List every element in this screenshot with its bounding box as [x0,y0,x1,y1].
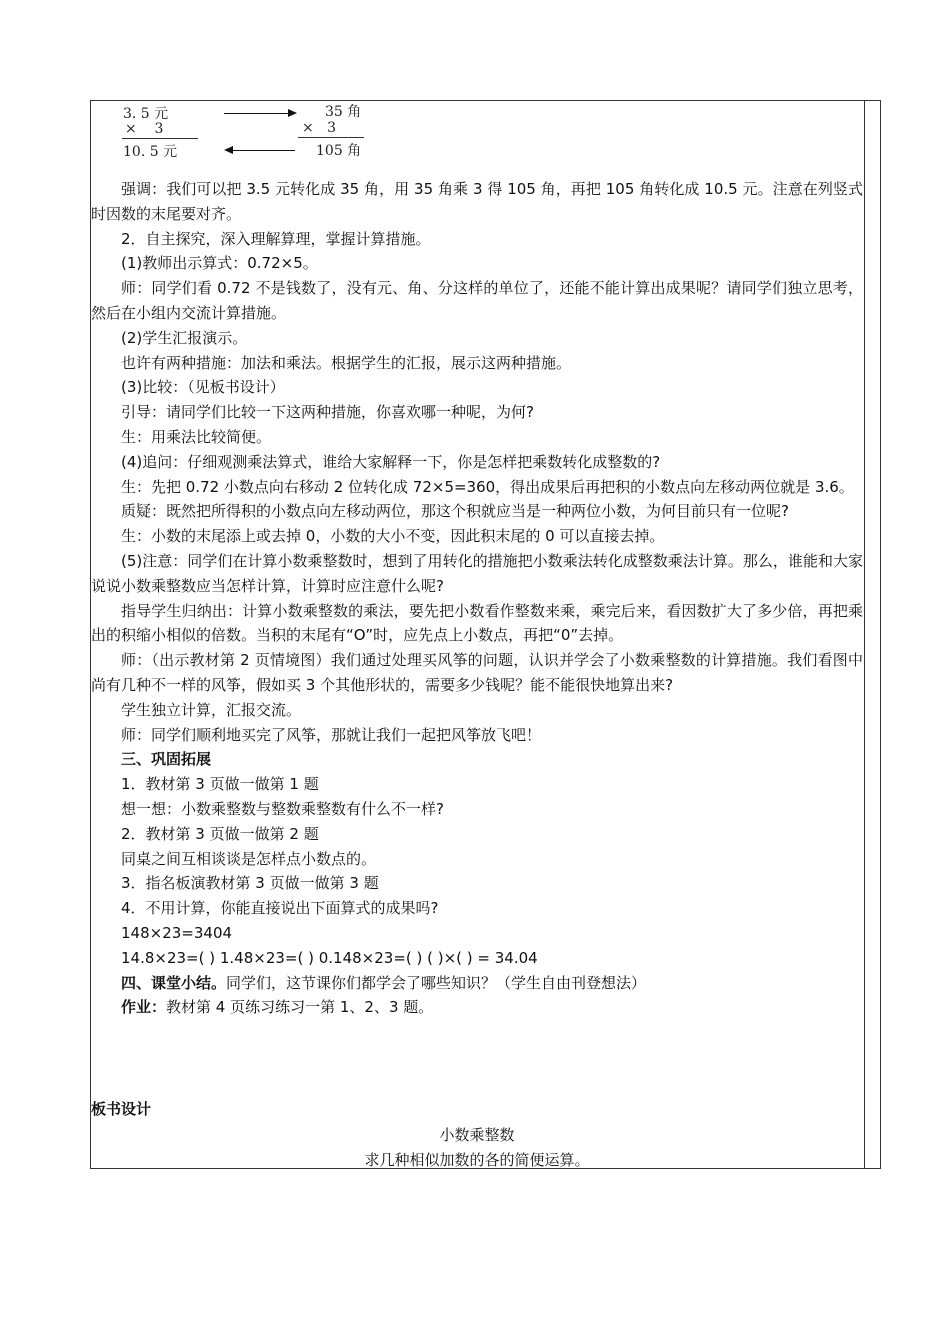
paragraph: 学生独立计算，汇报交流。 [121,700,302,719]
paragraph: 148×23=3404 [121,923,233,942]
paragraph: 3．指名板演教材第 3 页做一做第 3 题 [121,874,379,893]
calc-right-top: 35 角 [325,104,362,120]
paragraph: 引导：请同学们比较一下这两种措施，你喜欢哪一种呢，为何? [121,403,534,422]
paragraph: (3)比较：（见板书设计） [121,378,285,397]
paragraph [91,995,863,1020]
calc-left-top: 3. 5 元 [123,106,169,122]
arrow-right-line [224,113,288,114]
board-heading: 板书设计 [91,1100,152,1118]
paragraph-text: 教材第 4 页练习练习一第 1、2、3 题。 [166,998,434,1017]
paragraph: 师：同学们顺利地买完了风筝，那就让我们一起把风筝放飞吧！ [121,725,542,744]
paragraph: 师：同学们看 0.72 不是钱数了，没有元、角、分这样的单位了，还能不能计算出成果呢？请同学们独立思考，然后在小组内交流计算措施。 [91,279,863,322]
paragraph: 指导学生归纳出：计算小数乘整数的乘法，要先把小数看作整数来乘，乘完后来，看因数扩大了多少倍，再把乘出的积缩小相似的倍数。当积的末尾有“O”时，应先点上小数点，再把“0”去掉。 [91,601,863,645]
paragraph-lead: 四、课堂小结。 [121,973,227,992]
paragraph: 生：先把 0.72 小数点向右移动 2 位转化成 72×5=360，得出成果后再把积的小数点向左移动两位就是 3.6。 [121,477,854,496]
lesson-body [91,177,863,1020]
paragraph: 生：用乘法比较简便。 [121,427,272,446]
paragraph [91,971,863,996]
paragraph: 4．不用计算，你能直接说出下面算式的成果吗? [121,899,439,918]
board-title: 小数乘整数 [439,1126,515,1144]
paragraph-text: 同学们，这节课你们都学会了哪些知识？（学生自由刊登想法） [226,973,647,992]
paragraph: 师：（出示教材第 2 页情境图）我们通过处理买风筝的问题，认识并学会了小数乘整数的计算措施。我们看图中尚有几种不一样的风筝，假如买 3 个其他形状的，需要多少钱呢？能不能很快地算出来? [91,651,863,694]
paragraph: 生：小数的末尾添上或去掉 0，小数的大小不变，因此积末尾的 0 可以直接去掉。 [121,527,665,546]
calc-left-bottom: 10. 5 元 [123,144,178,160]
arrow-left-head [224,146,233,154]
arrow-right-head [288,109,297,117]
board-subtitle: 求几种相似加数的各的简便运算。 [364,1151,590,1169]
paragraph-lead: 作业： [121,998,167,1017]
table-column-divider [864,100,865,1169]
paragraph: 1．教材第 3 页做一做第 1 题 [121,775,319,794]
paragraph: (2)学生汇报演示。 [121,328,248,347]
paragraph: 14.8×23=( ) 1.48×23=( ) 0.148×23=( ) ( )×( ) = 34.04 [121,948,538,967]
paragraph: 强调：我们可以把 3.5 元转化成 35 角，用 35 角乘 3 得 105 角，再把 105 角转化成 10.5 元。注意在列竖式时因数的末尾要对齐。 [91,180,863,223]
paragraph: 2．自主探究，深入理解算理，掌握计算措施。 [121,229,431,248]
calc-left-underline [122,138,198,139]
paragraph: 也许有两种措施：加法和乘法。根据学生的汇报，展示这两种措施。 [121,353,572,372]
paragraph: 2．教材第 3 页做一做第 2 题 [121,824,319,843]
calc-left-mid: × 3 [125,121,164,137]
arrow-left-line [233,150,295,151]
calc-right-mid: × 3 [302,120,336,136]
calc-right-underline [298,137,364,138]
paragraph: (4)追问：仔细观测乘法算式，谁给大家解释一下，你是怎样把乘数转化成整数的? [121,452,661,471]
paragraph: 三、巩固拓展 [121,750,212,769]
paragraph: 想一想：小数乘整数与整数乘整数有什么不一样? [121,799,444,818]
paragraph: 同桌之间互相谈谈是怎样点小数点的。 [121,849,377,868]
paragraph: (1)教师出示算式：0.72×5。 [121,254,318,273]
paragraph: (5)注意：同学们在计算小数乘整数时，想到了用转化的措施把小数乘法转化成整数乘法计算。那么，谁能和大家说说小数乘整数应当怎样计算，计算时应注意什么呢? [91,551,863,595]
paragraph: 质疑：既然把所得积的小数点向左移动两位，那这个积就应当是一种两位小数，为何目前只有一位呢? [121,502,789,521]
calc-right-bottom: 105 角 [316,143,362,159]
